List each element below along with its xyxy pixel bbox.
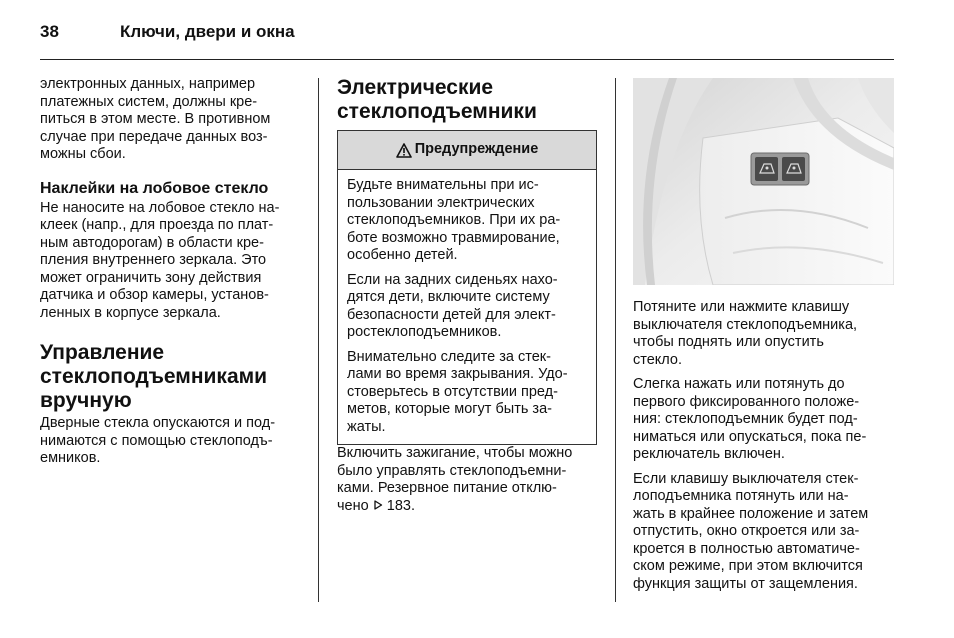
paragraph-automatic-mode: Если клавишу выключателя стек- лоподъемника потянуть или на- жать в крайнее положение и затем отпустить, окно откроется или за- кроется в полностью автоматиче- ском режиме, при этом включится функция защиты от защемления. bbox=[633, 470, 869, 592]
warning-paragraph-2: Если на задних сиденьях нахо- дятся дети, включите систему безопасности детей для элект- ростеклоподъемников. bbox=[347, 271, 558, 340]
warning-paragraph-3: Внимательно следите за стек- лами во время закрывания. Удо- стоверьтесь в отсутствии пред- метов, которые могут быть за- жаты. bbox=[347, 348, 568, 435]
page-reference[interactable]: 183. bbox=[386, 497, 415, 514]
column-right bbox=[633, 299, 895, 593]
page-number: 38 bbox=[40, 22, 59, 41]
warning-triangle-icon bbox=[396, 143, 412, 158]
column-divider-1 bbox=[318, 78, 319, 602]
warning-body bbox=[338, 170, 596, 444]
reference-arrow-icon bbox=[373, 500, 383, 510]
column-middle bbox=[337, 76, 599, 515]
warning-header bbox=[338, 131, 596, 170]
heading-manual-windows: Управление стеклоподъемниками вручную bbox=[40, 341, 268, 412]
paragraph-first-position: Слегка нажать или потянуть до первого фиксированного положе- ния: стеклоподъемник будет под- ниматься или опускаться, пока пе- реключатель включен. bbox=[633, 376, 867, 462]
column-left bbox=[40, 76, 305, 468]
heading-electric-windows: Электрические стеклоподъемники bbox=[337, 76, 537, 123]
header-rule bbox=[40, 59, 894, 60]
paragraph-intro: электронных данных, например платежных систем, должны кре- питься в этом месте. В противном случае при передаче данных воз- можны сбои. bbox=[40, 76, 271, 162]
window-switch-photo bbox=[633, 78, 894, 285]
section-title: Ключи, двери и окна bbox=[120, 22, 295, 41]
column-divider-2 bbox=[615, 78, 616, 602]
window-switch-panel bbox=[751, 153, 809, 185]
paragraph-manual: Дверные стекла опускаются и под- нимаются с помощью стеклоподъ- емников. bbox=[40, 415, 276, 466]
paragraph-stickers: Не наносите на лобовое стекло на- клеек (напр., для проезда по плат- ным автодорогам) в области кре- пления внутреннего зеркала. Это может ограничить зону действия датчика и обзор камеры, установ- ленных в корпусе зеркала. bbox=[40, 199, 280, 321]
warning-box bbox=[337, 130, 597, 445]
warning-paragraph-1: Будьте внимательны при ис- пользовании электрических стеклоподъемников. При их ра- боте возможно травмирование, особенно детей. bbox=[347, 177, 561, 263]
heading-windshield-stickers: Наклейки на лобовое стекло bbox=[40, 179, 269, 197]
warning-title: Предупреждение bbox=[414, 141, 539, 158]
paragraph-ignition: Включить зажигание, чтобы можно было управлять стеклоподъемни- ками. Резервное питание отклю- чено 183. bbox=[337, 445, 573, 514]
paragraph-pull-push: Потяните или нажмите клавишу выключателя стеклоподъемника, чтобы поднять или опустить стекло. bbox=[633, 299, 858, 368]
page-header bbox=[40, 18, 894, 58]
